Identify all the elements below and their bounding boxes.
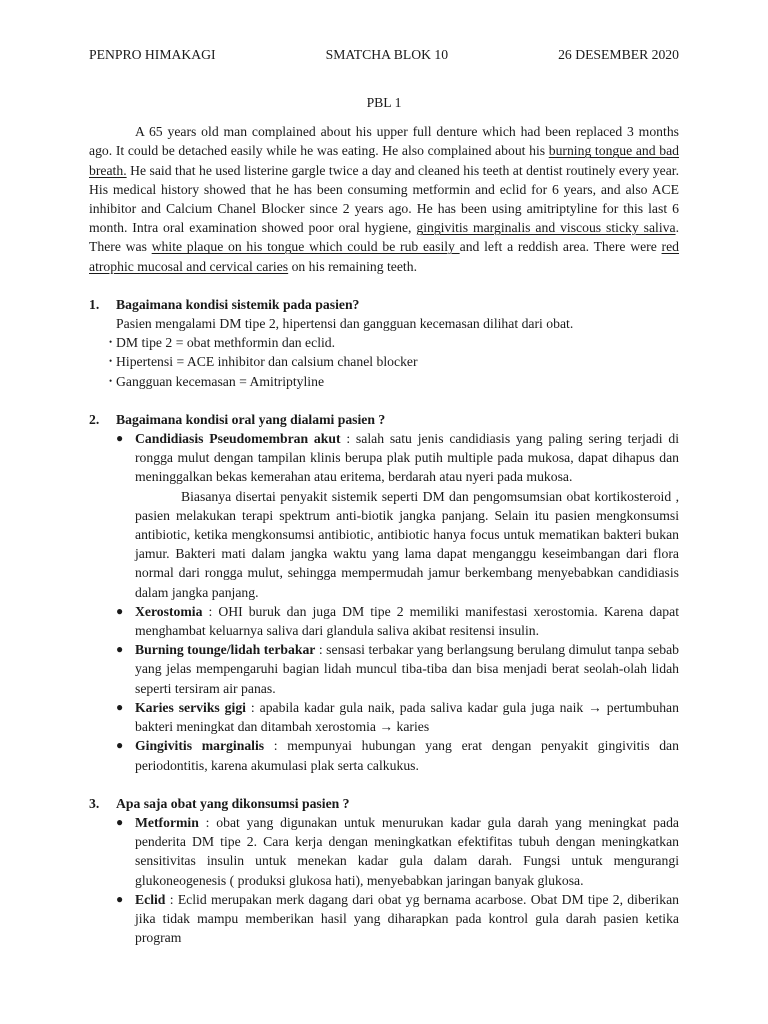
underline-burning-tongue: burning tongue and bad breath. [89, 143, 679, 178]
question-1 [89, 295, 679, 391]
list-item: ● Gingivitis marginalis : mempunyai hubungan yang erat dengan penyakit gingivitis dan periodontitis, karena akumulasi plak serta calkukus. [116, 738, 679, 773]
bullet-icon: ● [116, 891, 124, 906]
case-paragraph: A 65 years old man complained about his upper full denture which had been replaced 3 months ago. It could be detached easily while he was eating. He also complained about his burning tongue and bad breath. He said that he used listerine gargle twice a day and cleaned his teeth at dentist routinely every year. His medical history showed that he has been consuming metformin and eclid for 6 years, and also ACE inhibitor and Calcium Chanel Blocker since 2 years ago. He has been using amitriptyline for this last 6 month. Intra oral examination showed poor oral hygiene, gingivitis marginalis and viscous sticky saliva. There was white plaque on his tongue which could be rub easily and left a reddish area. There were red atrophic mucosal and cervical caries on his remaining teeth. [89, 124, 680, 274]
bullet-icon: ● [116, 642, 124, 657]
bullet-icon: ● [116, 603, 124, 618]
doc-title: PBL 1 [366, 95, 402, 110]
question-heading: 2. Bagaimana kondisi oral yang dialami pasien ? [89, 411, 386, 427]
underline-white-plaque: white plaque on his tongue which could be rub easily [151, 239, 460, 255]
bullet-icon: ● [116, 814, 124, 829]
bullet-dot-icon: • [109, 375, 113, 386]
list-item: ● Xerostomia : OHI buruk dan juga DM tipe 2 memiliki manifestasi xerostomia. Karena dapat menghambat keluarnya saliva dari glandula saliva akibat resitensi insulin. [116, 603, 679, 639]
list-item: ● Candidiasis Pseudomembran akut : salah satu jenis candidiasis yang paling sering terjadi di rongga mulut dengan tampilan klinis berupa plak putih multiple pada mukosa, dapat dihapus dan meninggalkan bekas kemerahan atau eritema, berdarah atau nyeri pada mukosa. Biasanya disertai penyakit sistemik seperti DM dan pengomsumsian obat kortikosteroid , pasien melakukan terapi spektrum anti-biotik jangka panjang. Selain itu pasien mengkonsumsi antibiotic, ketika mengkonsumsi antibiotic, antibiotic hanya focus untuk mematikan bakteri bukan jamur. Bakteri mati dalam jangka waktu yang lama dapat menganggu keseimbangan dari flora normal dari rongga mulut, sehingga mempermudah jamur berkembang menyebabkan candidiasis dalam jangka panjang. [116, 431, 679, 600]
list-item: • Gangguan kecemasan = Amitriptyline [89, 372, 679, 391]
oral-condition-list [89, 429, 679, 775]
bullet-icon: ● [116, 699, 124, 714]
list-item: • Hipertensi = ACE inhibitor dan calsium chanel blocker [89, 352, 679, 371]
question-2 [89, 410, 679, 775]
list-item: • DM tipe 2 = obat methformin dan eclid. [89, 333, 679, 352]
list-item: ● Karies serviks gigi : apabila kadar gula naik, pada saliva kadar gula juga naik → pertumbuhan bakteri meningkat dan ditambah xerostomia → karies [116, 699, 679, 735]
bullet-icon: ● [116, 431, 124, 446]
question-1-intro: Pasien mengalami DM tipe 2, hipertensi dan gangguan kecemasan dilihat dari obat. [116, 316, 574, 332]
drug-list [89, 813, 679, 947]
page-header [89, 45, 679, 64]
question-3 [89, 794, 679, 948]
header-left: PENPRO HIMAKAGI [89, 47, 216, 62]
bullet-icon: ● [116, 738, 124, 753]
list-item: ● Metformin : obat yang digunakan untuk menurukan kadar gula darah yang meningkat pada penderita DM tipe 2. Cara kerja dengan meningkatkan efektifitas tubuh dengan meningkatkan sensitivitas insulin untuk menekan kadar gula dalam darah. Fungsi untuk mengurangi glukoneogenesis ( produksi glukosa hati), menyebabkan jaringan banyak glukosa. [116, 814, 679, 888]
question-heading: 3. Apa saja obat yang dikonsumsi pasien ? [89, 795, 350, 811]
underline-gingivitis: gingivitis marginalis and viscous sticky saliva [416, 220, 676, 236]
header-right: 26 DESEMBER 2020 [558, 47, 679, 62]
list-item: ● Eclid : Eclid merupakan merk dagang dari obat yg bernama acarbose. Obat DM tipe 2, diberikan jika tidak mampu memberikan hasil yang diharapkan pada kontrol gula darah pasien ketika program [116, 891, 679, 946]
header-center: SMATCHA BLOK 10 [325, 47, 449, 62]
bullet-dot-icon: • [109, 356, 113, 367]
underline-red-atrophic: red atrophic mucosal and cervical caries [89, 239, 680, 274]
list-item: ● Burning tounge/lidah terbakar : sensasi terbakar yang berlangsung berulang dimulut tanpa sebab yang jelas mempengaruhi bagian lidah muncul tiba-tiba dan bisa menjadi berat seolah-olah lidah seperti tersiram air panas. [116, 642, 679, 696]
question-heading: 1. Bagaimana kondisi sistemik pada pasien? [89, 296, 360, 312]
bullet-dot-icon: • [109, 337, 113, 348]
